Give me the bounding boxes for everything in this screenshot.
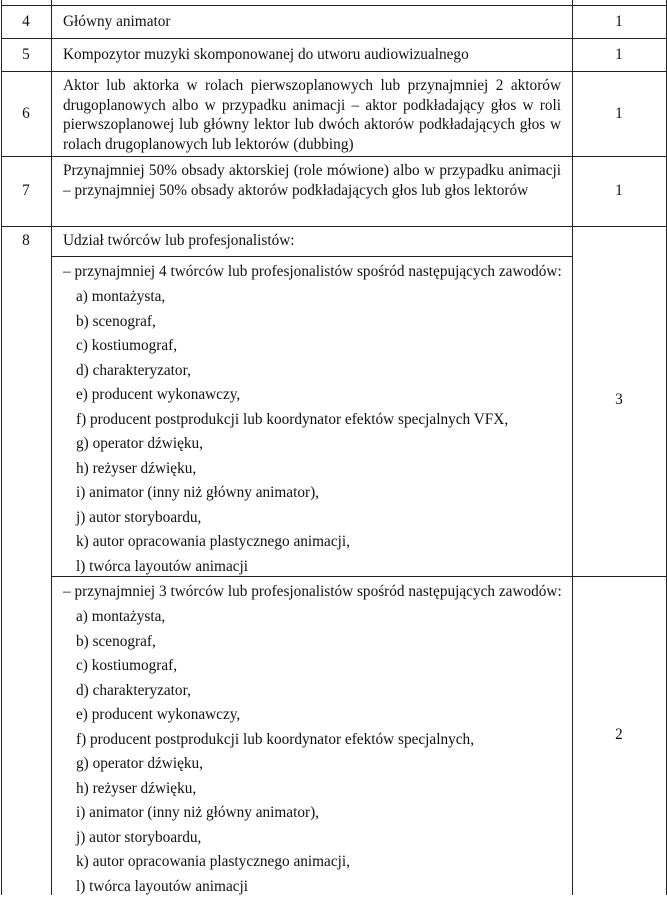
row-border [1,156,667,157]
column-divider-number [51,0,52,895]
subrow-points: 3 [572,388,666,412]
row-border [1,71,667,72]
list-item: c) kostiumograf, [76,654,474,679]
row-points: 1 [572,179,666,203]
list-item: a) montażysta, [76,285,508,310]
subrow-points: 2 [572,723,666,747]
row-border [1,38,667,39]
list-item: l) twórca layoutów animacji [76,555,508,580]
row-text: Aktor lub aktorka w rolach pierwszoplanowych lub przynajmniej 2 aktorów drugoplanowych albo w przypadku animacji – aktor podkładający głos w roli pierwszoplanowej lub główny lektor lub dwóch aktorów podkładających głos w rolach drugoplanowych lub lektorów (dubbing) [63,76,561,154]
list-item: d) charakteryzator, [76,679,474,704]
row-border [1,226,667,227]
row-number: 6 [1,102,51,126]
list-item: f) producent postprodukcji lub koordynator efektów specjalnych, [76,728,474,753]
row-text: Przynajmniej 50% obsady aktorskiej (role mówione) albo w przypadku animacji – przynajmniej 50% obsady aktorów podkładających głos lub głos lektorów [63,161,561,200]
list-item: a) montażysta, [76,605,474,630]
row-border-subheader [51,256,572,257]
row-header-text: Udział twórców lub profesjonalistów: [63,229,295,253]
list-item: k) autor opracowania plastycznego animacji, [76,850,474,875]
list-item: h) reżyser dźwięku, [76,457,508,482]
subrow-intro: – przynajmniej 3 twórców lub profesjonalistów spośród następujących zawodów: [63,580,562,605]
list-item: i) animator (inny niż główny animator), [76,801,474,826]
column-divider-points [572,0,573,895]
row-points: 1 [572,43,666,67]
list-item: j) autor storyboardu, [76,506,508,531]
profession-list [76,285,508,579]
list-item: g) operator dźwięku, [76,752,474,777]
list-item: e) producent wykonawczy, [76,383,508,408]
list-item: b) scenograf, [76,310,508,335]
list-item: e) producent wykonawczy, [76,703,474,728]
row-number: 5 [1,43,51,67]
list-item: f) producent postprodukcji lub koordynator efektów specjalnych VFX, [76,408,508,433]
row-points: 1 [572,10,666,34]
list-item: i) animator (inny niż główny animator), [76,481,508,506]
row-points: 1 [572,102,666,126]
row-border [1,5,667,6]
profession-list [76,605,474,899]
row-text: Główny animator [63,10,170,34]
list-item: l) twórca layoutów animacji [76,875,474,899]
row-number: 8 [1,229,51,253]
list-item: b) scenograf, [76,630,474,655]
row-number: 4 [1,10,51,34]
list-item: k) autor opracowania plastycznego animacji, [76,530,508,555]
list-item: c) kostiumograf, [76,334,508,359]
list-item: j) autor storyboardu, [76,826,474,851]
list-item: d) charakteryzator, [76,359,508,384]
list-item: g) operator dźwięku, [76,432,508,457]
table-border-left [1,0,2,895]
list-item: h) reżyser dźwięku, [76,777,474,802]
row-text: Kompozytor muzyki skomponowanej do utworu audiowizualnego [63,43,469,67]
row-number: 7 [1,179,51,203]
subrow-intro: – przynajmniej 4 twórców lub profesjonalistów spośród następujących zawodów: [63,260,562,285]
